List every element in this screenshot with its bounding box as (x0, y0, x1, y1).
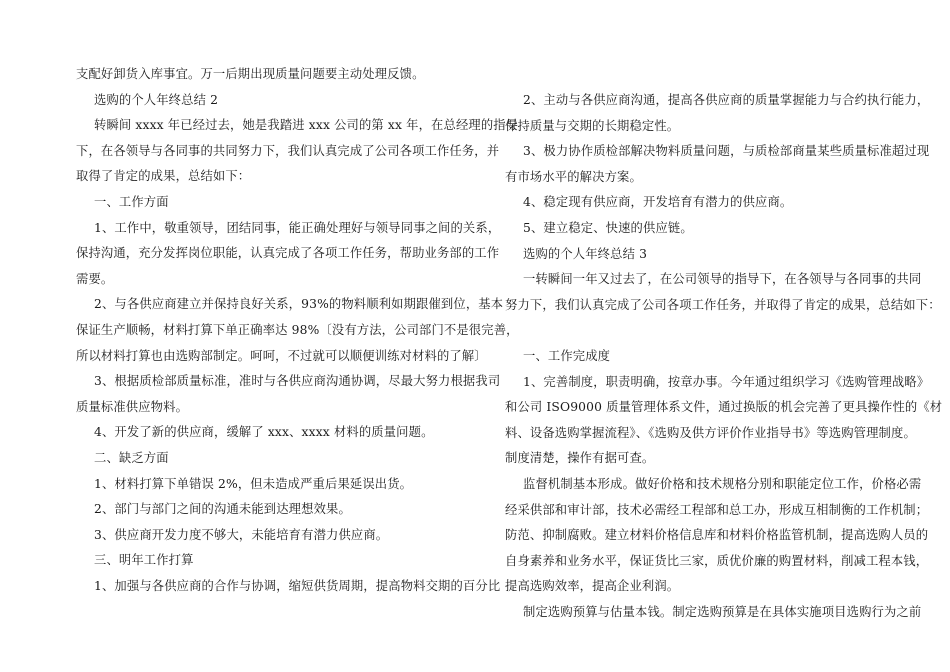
text-line: 转瞬间 xxxx 年已经过去，她是我踏进 xxx 公司的第 xx 年，在总经理的指导 (94, 118, 519, 133)
text-line: 三、明年工作打算 (94, 553, 194, 568)
text-line: 料、设备选购掌握流程》、《选购及供方评价作业指导书》等选购管理制度。 (505, 425, 916, 440)
text-line: 支配好卸货入库事宜。万一后期出现质量问题要主动处理反馈。 (76, 67, 425, 81)
text-line: 和公司 ISO9000 质量管理体系文件，通过换版的机会完善了更具操作性的《材 (505, 400, 943, 415)
text-line: 3、极力协作质检部解决物料质量问题，与质检部商量某些质量标准超过现 (523, 144, 930, 159)
text-line: 4、稳定现有供应商，开发培育有潜力的供应商。 (523, 195, 793, 210)
text-line: 4、开发了新的供应商，缓解了 xxx、xxxx 材料的质量问题。 (94, 425, 434, 440)
left-text-column (76, 62, 519, 599)
text-line (505, 318, 895, 344)
text-line: 经采供部和审计部，技术必需经工程部和总工办，形成互相制衡的工作机制； (505, 502, 929, 517)
text-line: 选购的个人年终总结 2 (94, 92, 219, 107)
text-line: 2、部门与部门之间的沟通未能到达理想效果。 (94, 502, 351, 517)
text-line: 一转瞬间一年又过去了，在公司领导的指导下，在各领导与各同事的共同 (523, 272, 922, 287)
text-line: 一、工作方面 (94, 194, 169, 209)
text-line: 1、完善制度，职责明确，按章办事。今年通过组织学习《选购管理战略》 (523, 374, 930, 389)
text-line: 取得了肯定的成果，总结如下： (76, 169, 251, 184)
right-text-column (505, 88, 943, 625)
text-line: 2、与各供应商建立并保持良好关系，93%的物料顺利如期跟催到位，基本 (94, 297, 504, 312)
text-line: 监督机制基本形成。做好价格和技术规格分别和职能定位工作，价格必需 (523, 476, 922, 491)
text-line: 保持质量与交期的长期稳定性。 (505, 118, 680, 133)
text-line: 有市场水平的解决方案。 (505, 169, 642, 184)
text-line: 质量标准供应物料。 (76, 399, 189, 414)
text-line: 3、供应商开发力度不够大，未能培育有潜力供应商。 (94, 527, 389, 542)
text-line: 选购的个人年终总结 3 (523, 246, 648, 261)
text-line: 1、加强与各供应商的合作与协调，缩短供货周期，提高物料交期的百分比 (94, 578, 501, 593)
text-line: 保证生产顺畅，材料打算下单正确率达 98%〔没有方法，公司部门不是很完善， (76, 322, 519, 337)
text-line: 3、根据质检部质量标准，准时与各供应商沟通协调，尽最大努力根据我司 (94, 374, 501, 389)
text-line: 一、工作完成度 (523, 348, 611, 363)
text-line: 保持沟通，充分发挥岗位职能，认真完成了各项工作任务，帮助业务部的工作 (76, 246, 500, 261)
text-line: 提高选购效率，提高企业利润。 (505, 579, 680, 594)
text-line: 所以材料打算也由选购部制定。呵呵，不过就可以顺便训练对材料的了解〕 (76, 348, 487, 363)
text-line: 5、建立稳定、快速的供应链。 (523, 220, 693, 235)
text-line: 二、缺乏方面 (94, 450, 169, 465)
text-line: 1、材料打算下单错误 2%，但未造成严重后果延误出货。 (94, 476, 413, 491)
text-line: 需要。 (76, 271, 114, 286)
text-line: 1、工作中，敬重领导，团结同事，能正确处理好与领导同事之间的关系， (94, 220, 501, 235)
text-line: 防范、抑制腐败。建立材料价格信息库和材料价格监管机制，提高选购人员的 (505, 528, 929, 543)
text-line: 2、主动与各供应商沟通，提高各供应商的质量掌握能力与合约执行能力， (523, 93, 930, 107)
text-line: 制度清楚，操作有据可查。 (505, 451, 655, 466)
text-line: 自身素养和业务水平，保证货比三家，质优价廉的购置材料，削减工程本钱， (505, 553, 929, 568)
text-line: 制定选购预算与估量本钱。制定选购预算是在具体实施项目选购行为之前 (523, 604, 922, 619)
text-line: 下，在各领导与各同事的共同努力下，我们认真完成了公司各项工作任务，并 (76, 143, 500, 158)
text-line: 努力下，我们认真完成了公司各项工作任务，并取得了肯定的成果，总结如下： (505, 297, 941, 312)
